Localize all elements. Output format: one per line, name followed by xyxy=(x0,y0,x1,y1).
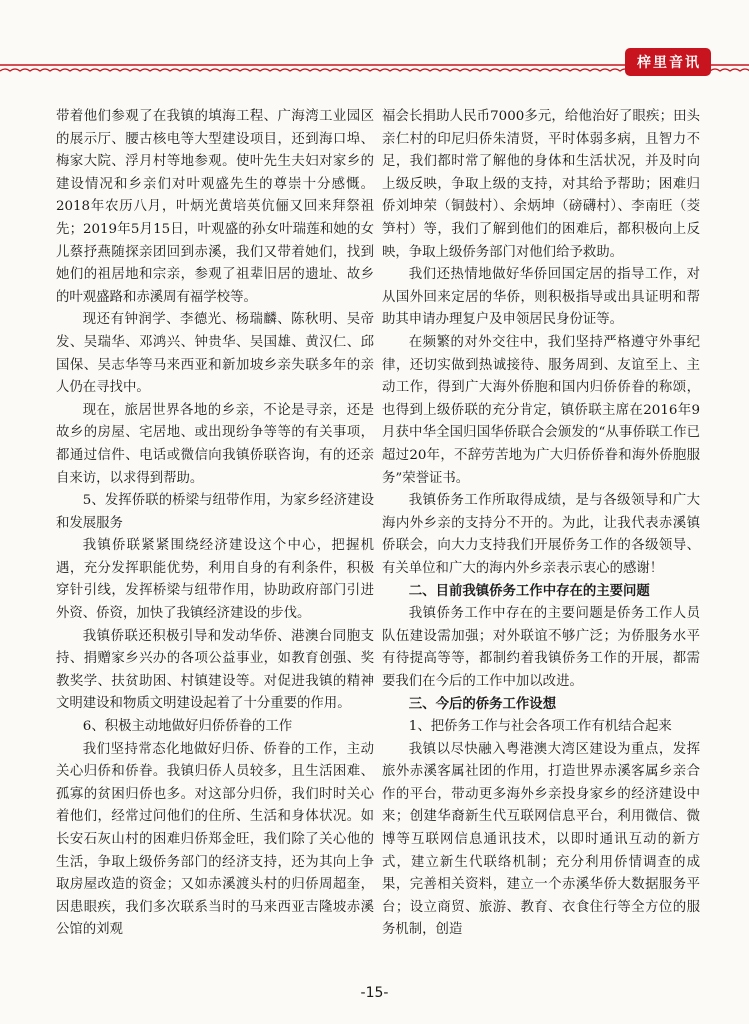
right-column xyxy=(382,106,700,942)
paragraph: 现还有钟润学、李德光、杨瑞麟、陈秋明、吴帝发、吴瑞华、邓鸿兴、钟贵华、吴国雄、黄汉仁、邱国保、吴志华等马来西亚和新加坡乡亲失联多年的亲人仍在寻找中。 xyxy=(56,312,374,396)
paragraph: 我们坚持常态化地做好归侨、侨眷的工作，主动关心归侨和侨眷。我镇归侨人员较多，且生活困难、孤寡的贫困归侨也多。对这部分归侨，我们时时关心着他们，经常过问他们的住所、生活和身体状况。如长安石灰山村的困难归侨郑金旺，我们除了关心他的生活，争取上级侨务部门的经济支持，还为其向上争取房屋改造的资金；又如赤溪渡头村的归侨周超奎，因患眼疾，我们多次联系当时的马来西亚吉隆坡赤溪公馆的刘观 xyxy=(56,741,374,938)
paragraph: 6、积极主动地做好归侨侨眷的工作 xyxy=(82,719,293,735)
paragraph: 在频繁的对外交往中，我们坚持严格遵守外事纪律，还切实做到热诚接待、服务周到、友谊至上、主动工作，得到广大海外侨胞和国内归侨侨眷的称颂，也得到上级侨联的充分肯定，镇侨联主席在2016年9月获中华全国归国华侨联合会颁发的“从事侨联工作已超过20年，不辞劳苦地为广大归侨侨眷和海外侨胞服务”荣誉证书。 xyxy=(382,334,700,486)
paragraph: 福会长捐助人民币7000多元，给他治好了眼疾；田头亲仁村的印尼归侨朱清贤，平时体弱多病，且智力不足，我们都时常了解他的身体和生活状况，并及时向上级反映，争取上级的支持，对其给予帮助；困难归侨刘坤荣（铜鼓村）、余炳坤（磅礴村）、李南旺（茭笋村）等，我们了解到他们的困难后，都积极向上反映，争取上级侨务部门对他们给予救助。 xyxy=(382,109,700,260)
paragraph: 我镇侨务工作所取得成绩，是与各级领导和广大海内外乡亲的支持分不开的。为此，让我代表赤溪镇侨联会，向大力支持我们开展侨务工作的各级领导、有关单位和广大的海内外乡亲表示衷心的感谢！ xyxy=(382,493,700,576)
paragraph: 我们还热情地做好华侨回国定居的指导工作，对从国外回来定居的华侨，则积极指导或出具证明和帮助其申请办理复户及申领居民身份证等。 xyxy=(382,267,700,328)
paragraph: 我镇侨联还积极引导和发动华侨、港澳台同胞支持、捐赠家乡兴办的各项公益事业，如教育创强、奖教奖学、扶贫助困、村镇建设等。对促进我镇的精神文明建设和物质文明建设起着了十分重要的作用。 xyxy=(56,628,374,712)
paragraph: 我镇侨联紧紧围绕经济建设这个中心，把握机遇，充分发挥职能优势，利用自身的有利条件，积极穿针引线，发挥桥梁与纽带作用，协助政府部门引进外资、侨资，加快了我镇经济建设的步伐。 xyxy=(56,538,374,622)
paragraph: 我镇以尽快融入粤港澳大湾区建设为重点，发挥旅外赤溪客属社团的作用，打造世界赤溪客属乡亲合作的平台，带动更多海外乡亲投身家乡的经济建设中来；创建华裔新生代互联网信息平台，利用微信、微博等互联网信息通讯技术，以即时通讯互动的新方式，建立新生代联络机制；充分利用侨情调查的成果，完善相关资料，建立一个赤溪华侨大数据服务平台；设立商贸、旅游、教育、衣食住行等全方位的服务机制，创造 xyxy=(382,741,700,938)
section-heading: 三、今后的侨务工作设想 xyxy=(408,696,557,713)
paragraph: 5、发挥侨联的桥梁与纽带作用，为家乡经济建设和发展服务 xyxy=(56,493,374,531)
paragraph: 现在，旅居世界各地的乡亲，不论是寻亲，还是故乡的房屋、宅居地、或出现纷争等等的有关事项，都通过信件、电话或微信向我镇侨联咨询，有的还亲自来访，以求得到帮助。 xyxy=(56,402,374,486)
paragraph: 1、把侨务工作与社会各项工作有机结合起来 xyxy=(408,719,672,735)
section-tag: 梓里音讯 xyxy=(625,48,711,76)
page-number: -15- xyxy=(360,985,389,1001)
paragraph: 我镇侨务工作中存在的主要问题是侨务工作人员队伍建设需加强；对外联谊不够广泛；为侨服务水平有待提高等等，都制约着我镇侨务工作的开展，都需要我们在今后的工作中加以改进。 xyxy=(382,606,700,689)
paragraph: 带着他们参观了在我镇的填海工程、广海湾工业园区的展示厅、腰古核电等大型建设项目，还到海口埠、梅家大院、浮月村等地参观。使叶先生夫妇对家乡的建设情况和乡亲们对叶观盛先生的尊崇十分感慨。2018年农历八月，叶炳光黄培英伉俪又回来拜祭祖先；2019年5月15日，叶观盛的孙女叶瑞莲和她的女儿蔡抒燕随探亲团回到赤溪，我们又带着她们，找到她们的祖居地和宗亲，参观了祖辈旧居的遗址、故乡的叶观盛路和赤溪周有福学校等。 xyxy=(56,109,374,305)
left-column xyxy=(56,106,374,942)
section-heading: 二、目前我镇侨务工作中存在的主要问题 xyxy=(408,583,650,600)
